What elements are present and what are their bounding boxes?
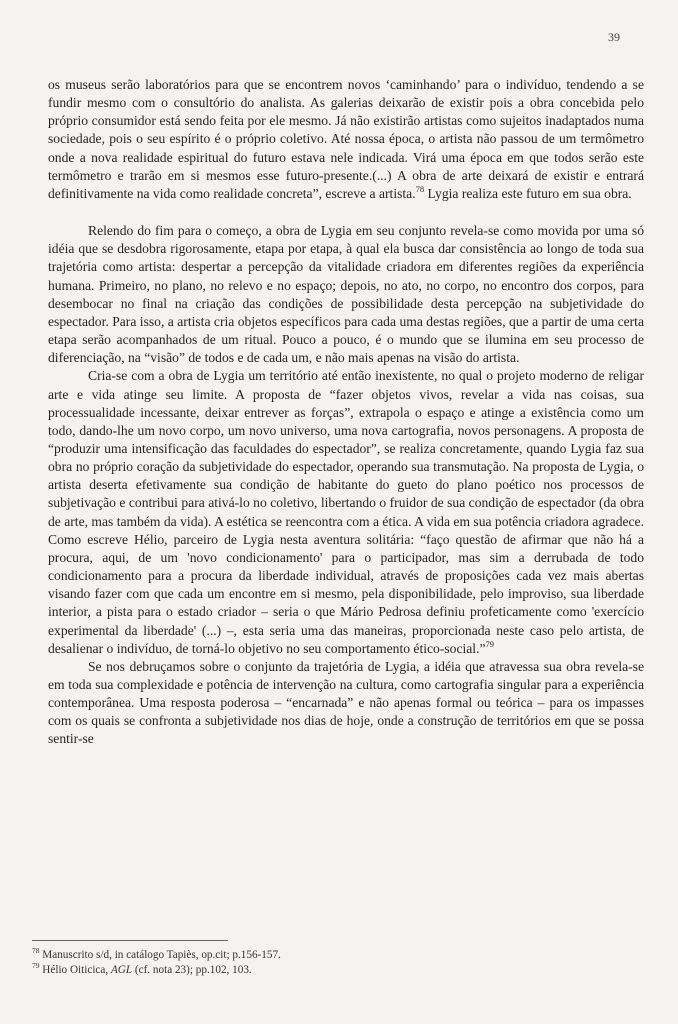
footnote-78: [32, 948, 652, 963]
footnote-79-text-before: Hélio Oiticica,: [42, 964, 111, 976]
paragraph-1-text: os museus serão laboratórios para que se encontrem novos ‘caminhando’ para o indivíduo, tendendo a se fundir mesmo com o consultório do analista. As galerias deixarão de existir pois a obra concebida pelo próprio consumidor está sendo feita por ele mesmo. Já não existirão artistas como sujeitos inadaptados numa sociedade, pois o seu espírito é o próprio coletivo. Até nossa época, o artista não passou de um termômetro onde a nova realidade espiritual do futuro estava nele indicada. Virá uma época em que todos serão este termômetro e trarão em si mesmos esse futuro-presente.(...) A obra de arte deixará de existir e entrará definitivamente na vida como realidade concreta”, escreve a artista.: [48, 77, 644, 201]
footnote-78-number: 78: [32, 946, 40, 955]
paragraph-4: Se nos debruçamos sobre o conjunto da trajetória de Lygia, a idéia que atravessa sua obra revela-se em toda sua complexidade e potência de intervenção na cultura, como cartografia singular para a experiência contemporânea. Uma resposta poderosa – “encarnada” e não apenas formal ou teórica – para os impasses com os quais se confronta a subjetividade nos dias de hoje, onde a construção de territórios em que se possa sentir-se: [48, 658, 644, 747]
paragraph-1: [48, 76, 644, 203]
footnote-79-text-after: (cf. nota 23); pp.102, 103.: [132, 964, 252, 976]
footnote-79-italic: AGL: [110, 964, 133, 976]
footnotes: [32, 948, 652, 978]
paragraph-3: [48, 367, 644, 658]
footnote-divider: [32, 940, 228, 941]
body-text: [48, 76, 644, 749]
footnote-79-number: 79: [32, 961, 40, 970]
paragraph-1-tail: Lygia realiza este futuro em sua obra.: [424, 185, 632, 201]
paragraph-3-text: Cria-se com a obra de Lygia um território até então inexistente, no qual o projeto moderno de religar arte e vida atinge seu limite. A proposta de “fazer objetos vivos, revelar a vida nas coisas, sua processualidade incessante, deixar entrever as forças”, extrapola o espaço e atinge a existência como um todo, dando-lhe um novo corpo, um novo universo, uma nova cartografia, novos personagens. A proposta de “produzir uma intensificação das faculdades do espectador”, se realiza concretamente, quando Lygia faz sua obra no próprio coração da subjetividade do espectador, operando sua transmutação. Na proposta de Lygia, o artista deserta efetivamente sua condição de habitante do gueto do plano poético nos processos de subjetivação e contribui para ativá-lo no coletivo, libertando o fruidor de sua condição de espectador (da obra de arte, mas também da vida). A estética se reencontra com a ética. A vida em sua potência criadora agradece. Como escreve Hélio, parceiro de Lygia nesta aventura solitária: “faço questão de afirmar que não há a procura, aqui, de um 'novo condicionamento' para o participador, mas sim a derrubada de todo condicionamento para a procura da liberdade individual, através de proposições cada vez mais abertas visando fazer com que cada um encontre em si mesmo, pela disponibilidade, pelo improviso, sua liberdade interior, a pista para o estado criador – seria o que Mário Pedrosa definiu profeticamente como 'exercício experimental da liberdade' (...) –, esta seria uma das maneiras, proporcionada neste caso pelo artista, de desalienar o indivíduo, de torná-lo objetivo no seu comportamento ético-social.”: [48, 368, 644, 656]
page-number: 39: [608, 30, 620, 44]
footnote-78-text: Manuscrito s/d, in catálogo Tapiès, op.cit; p.156-157.: [42, 949, 281, 961]
footnote-ref-78: 78: [415, 183, 425, 194]
footnote-79: [32, 963, 652, 978]
paragraph-2: Relendo do fim para o começo, a obra de Lygia em seu conjunto revela-se como movida por uma só idéia que se desdobra rigorosamente, etapa por etapa, à qual ela busca dar consistência ao longo de toda sua trajetória como artista: despertar a percepção da vitalidade criadora em diferentes regiões da experiência humana. Primeiro, no plano, no relevo e no espaço; depois, no ato, no corpo, no encontro dos corpos, para desembocar no final na criação das condições de possibilidade desta percepção na subjetividade do espectador. Para isso, a artista cria objetos específicos para cada uma destas regiões, que a partir de uma certa etapa serão acompanhados de um ritual. Pouco a pouco, é o mundo que se ilumina em seu processo de diferenciação, na “visão” de todos e de cada um, e não mais apenas na visão do artista.: [48, 223, 644, 366]
footnote-ref-79: 79: [485, 638, 495, 649]
